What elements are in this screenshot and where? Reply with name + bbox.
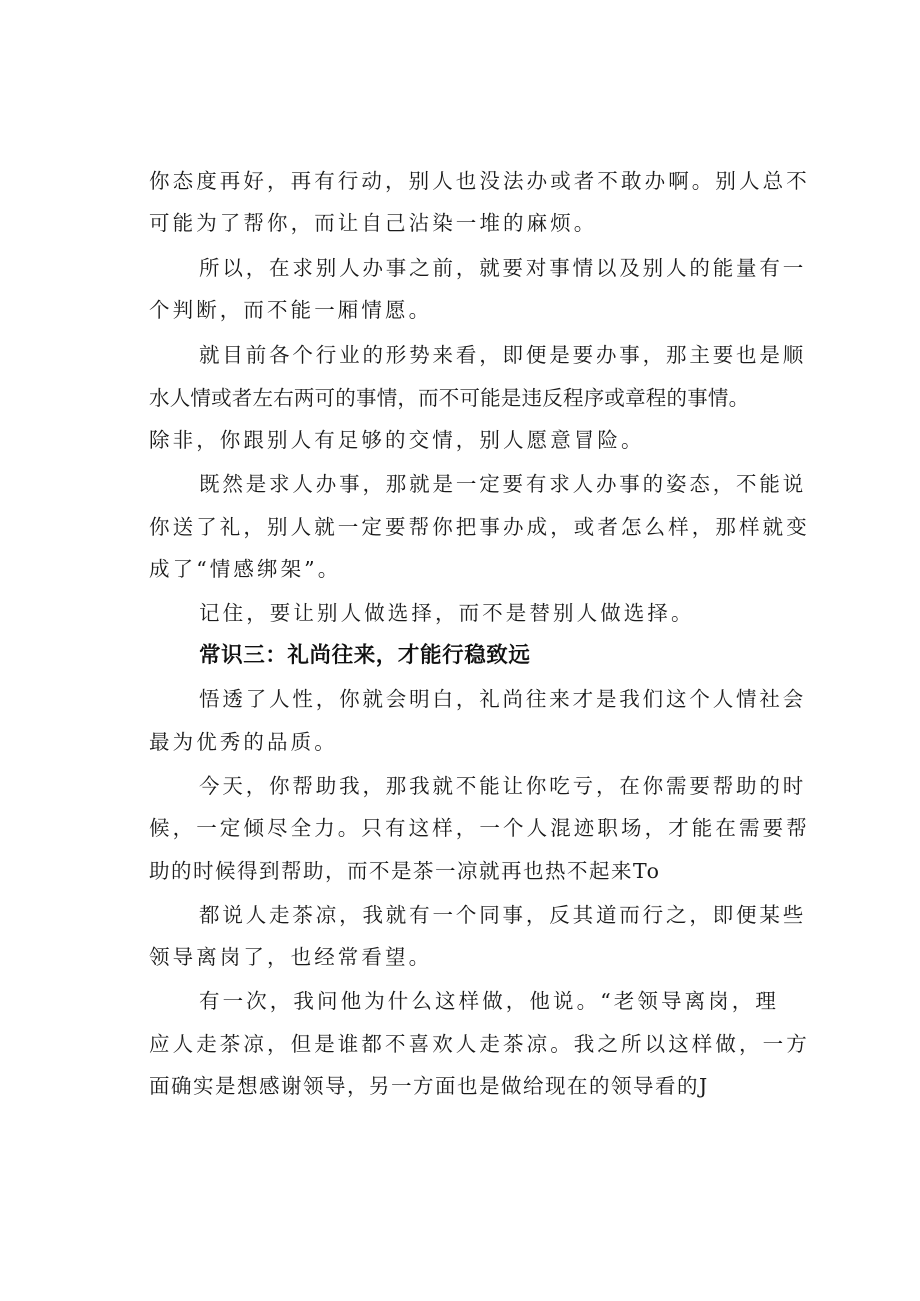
paragraph-line: 你态度再好，再有行动，别人也没法办或者不敢办啊。别人总不 — [149, 169, 810, 193]
section-heading: 常识三：礼尚往来，才能行稳致远 — [199, 643, 531, 668]
paragraph-line: 个判断，而不能一厢情愿。 — [149, 298, 433, 322]
paragraph-line: 悟透了人性，你就会明白，礼尚往来才是我们这个人情社会 — [199, 687, 807, 711]
paragraph-line: 就目前各个行业的形势来看，即便是要办事，那主要也是顺 — [199, 343, 807, 367]
paragraph-line: 最为优秀的品质。 — [149, 730, 338, 754]
paragraph-line: 你送了礼，别人就一定要帮你把事办成，或者怎么样，那样就变 — [149, 515, 810, 539]
paragraph-line: 除非，你跟别人有足够的交情，别人愿意冒险。 — [149, 428, 645, 452]
paragraph-line: 成了“情感绑架”。 — [149, 557, 342, 581]
paragraph-line: 今天，你帮助我，那我就不能让你吃亏，在你需要帮助的时 — [199, 774, 807, 798]
paragraph-line: 助的时候得到帮助，而不是茶一凉就再也热不起来To — [149, 859, 661, 883]
paragraph-line: 应人走茶凉，但是谁都不喜欢人走茶凉。我之所以这样做，一方 — [149, 1032, 810, 1056]
paragraph-line: 既然是求人办事，那就是一定要有求人办事的姿态，不能说 — [199, 472, 807, 496]
paragraph-line: 都说人走茶凉，我就有一个同事，反其道而行之，即便某些 — [199, 903, 807, 927]
paragraph-line: 有一次，我问他为什么这样做，他说。“老领导离岗，理 — [199, 989, 779, 1013]
paragraph-line: 候，一定倾尽全力。只有这样，一个人混迹职场，才能在需要帮 — [149, 816, 810, 840]
paragraph-line: 领导离岗了，也经常看望。 — [149, 945, 433, 969]
paragraph-line: 所以，在求别人办事之前，就要对事情以及别人的能量有一 — [199, 256, 807, 280]
paragraph-line: 面确实是想感谢领导，另一方面也是做给现在的领导看的J — [149, 1074, 709, 1098]
paragraph-line: 记住，要让别人做选择，而不是替别人做选择。 — [199, 601, 695, 625]
paragraph-line: 可能为了帮你，而让自己沾染一堆的麻烦。 — [149, 211, 598, 235]
paragraph-line: 水人情或者左右两可的事情，而不可能是违反程序或章程的事情。 — [149, 386, 750, 410]
